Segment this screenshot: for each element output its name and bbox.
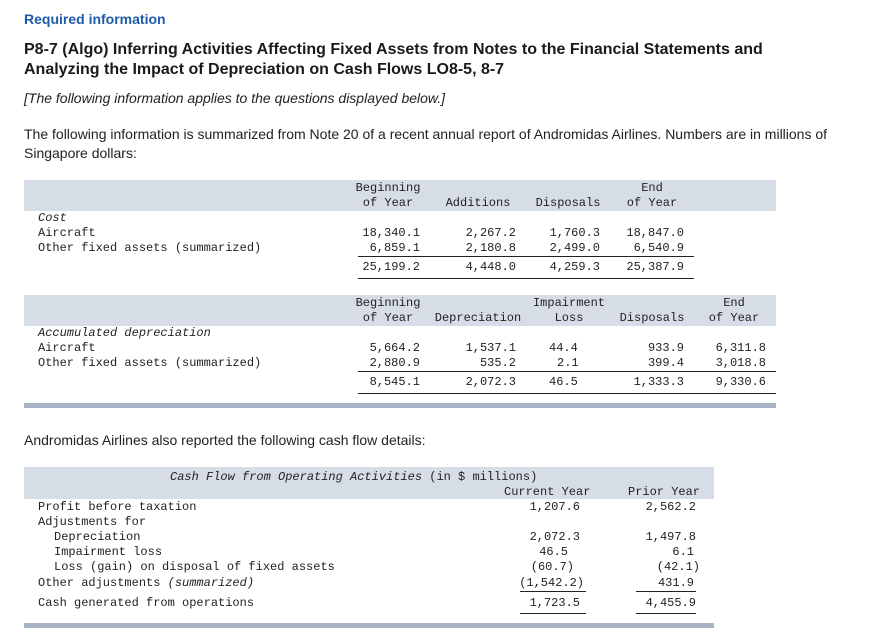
dep-total-cell: 8,545.1	[369, 375, 420, 389]
cf-current-cell: (1,542.2)	[519, 576, 584, 590]
cost-col-end-l1: End	[641, 181, 663, 195]
dep-total-rule	[358, 393, 776, 394]
cf-row-label: Adjustments for	[38, 515, 147, 529]
cost-total-cell: 4,259.3	[549, 260, 600, 274]
cf-current-rule	[520, 591, 586, 592]
problem-title-line2: Analyzing the Impact of Depreciation on Cash Flows LO8-5, 8-7	[24, 61, 505, 78]
dep-cell: 2,880.9	[369, 356, 420, 370]
dep-row-label: Aircraft	[38, 341, 96, 355]
cf-row-label: Depreciation	[54, 530, 141, 544]
cf-col-current: Current Year	[504, 485, 591, 499]
dep-row-label: Other fixed assets (summarized)	[38, 356, 262, 370]
cf-prior-cell: 431.9	[657, 576, 694, 590]
cf-row-label: Other adjustments (summarized)	[38, 576, 255, 590]
cf-prior-cell: 4,455.9	[645, 596, 696, 610]
problem-title	[24, 40, 763, 80]
cost-col-additions: Additions	[445, 196, 511, 210]
cost-cell: 6,859.1	[369, 241, 420, 255]
dep-cell: 6,311.8	[715, 341, 766, 355]
cf-row-label: Cash generated from operations	[38, 596, 255, 610]
dep-col-disposals: Disposals	[619, 311, 685, 325]
applies-note: [The following information applies to the questions displayed below.]	[24, 90, 446, 106]
required-information-heading: Required information	[24, 11, 166, 27]
dep-section-label: Accumulated depreciation	[38, 326, 211, 340]
cost-total-cell: 4,448.0	[465, 260, 516, 274]
intro-paragraph: The following information is summarized from Note 20 of a recent annual report of Andromidas Airlines. Numbers are in millions of Singapore dollars:	[24, 126, 828, 161]
cost-cell: 2,499.0	[549, 241, 600, 255]
cf-prior-total-rule	[636, 613, 696, 614]
problem-title-line1: P8-7 (Algo) Inferring Activities Affecting Fixed Assets from Notes to the Financial Statements and	[24, 41, 763, 58]
cost-cell: 2,180.8	[465, 241, 516, 255]
dep-cell: 2.1	[557, 356, 579, 370]
cost-total-rule	[358, 278, 694, 279]
cost-col-beginning-l2: of Year	[362, 196, 414, 210]
cf-current-cell: 2,072.3	[529, 530, 580, 544]
cost-cell: 18,847.0	[626, 226, 684, 240]
cost-cell: 18,340.1	[362, 226, 420, 240]
dep-subtotal-rule	[358, 371, 776, 372]
cashflow-intro: Andromidas Airlines also reported the following cash flow details:	[24, 432, 426, 448]
cf-current-cell: 1,207.6	[529, 500, 580, 514]
cost-col-end-l2: of Year	[626, 196, 678, 210]
dep-col-depreciation: Depreciation	[434, 311, 522, 325]
table-divider-bar	[24, 403, 776, 408]
cf-prior-cell: 6.1	[672, 545, 694, 559]
cf-row-label: Profit before taxation	[38, 500, 197, 514]
cf-current-cell: 46.5	[539, 545, 568, 559]
cf-prior-cell: (42.1)	[656, 560, 700, 574]
dep-total-cell: 2,072.3	[465, 375, 516, 389]
dep-col-end-l2: of Year	[708, 311, 760, 325]
cost-row-label: Other fixed assets (summarized)	[38, 241, 262, 255]
cf-col-prior: Prior Year	[628, 485, 701, 499]
cost-cell: 2,267.2	[465, 226, 516, 240]
dep-col-end-l1: End	[723, 296, 745, 310]
cost-col-beginning-l1: Beginning	[355, 181, 421, 195]
cost-total-cell: 25,387.9	[626, 260, 684, 274]
cf-divider-bar	[24, 623, 714, 628]
cf-table-title: Cash Flow from Operating Activities (in $ millions)	[170, 470, 538, 484]
cost-col-disposals: Disposals	[535, 196, 601, 210]
dep-col-beginning-l2: of Year	[362, 311, 414, 325]
dep-cell: 399.4	[647, 356, 684, 370]
dep-cell: 1,537.1	[465, 341, 516, 355]
dep-col-impairment-l1: Impairment	[532, 296, 605, 310]
cf-prior-rule	[636, 591, 696, 592]
cost-total-cell: 25,199.2	[362, 260, 420, 274]
cf-current-total-rule	[520, 613, 586, 614]
dep-total-cell: 9,330.6	[715, 375, 766, 389]
dep-col-beginning-l1: Beginning	[355, 296, 421, 310]
cf-current-cell: (60.7)	[530, 560, 574, 574]
dep-cell: 933.9	[647, 341, 684, 355]
dep-cell: 535.2	[479, 356, 516, 370]
cf-prior-cell: 2,562.2	[645, 500, 696, 514]
dep-total-cell: 1,333.3	[633, 375, 684, 389]
cost-subtotal-rule	[358, 256, 694, 257]
dep-cell: 3,018.8	[715, 356, 766, 370]
cf-row-label: Impairment loss	[54, 545, 163, 559]
dep-col-impairment-l2: Loss	[554, 311, 584, 325]
dep-cell: 5,664.2	[369, 341, 420, 355]
cf-row-label: Loss (gain) on disposal of fixed assets	[54, 560, 335, 574]
cf-current-cell: 1,723.5	[529, 596, 580, 610]
cost-cell: 1,760.3	[549, 226, 600, 240]
dep-cell: 44.4	[549, 341, 578, 355]
cost-row-label: Aircraft	[38, 226, 96, 240]
cost-section-label: Cost	[38, 211, 67, 225]
cf-prior-cell: 1,497.8	[645, 530, 696, 544]
cost-cell: 6,540.9	[633, 241, 684, 255]
dep-total-cell: 46.5	[549, 375, 578, 389]
